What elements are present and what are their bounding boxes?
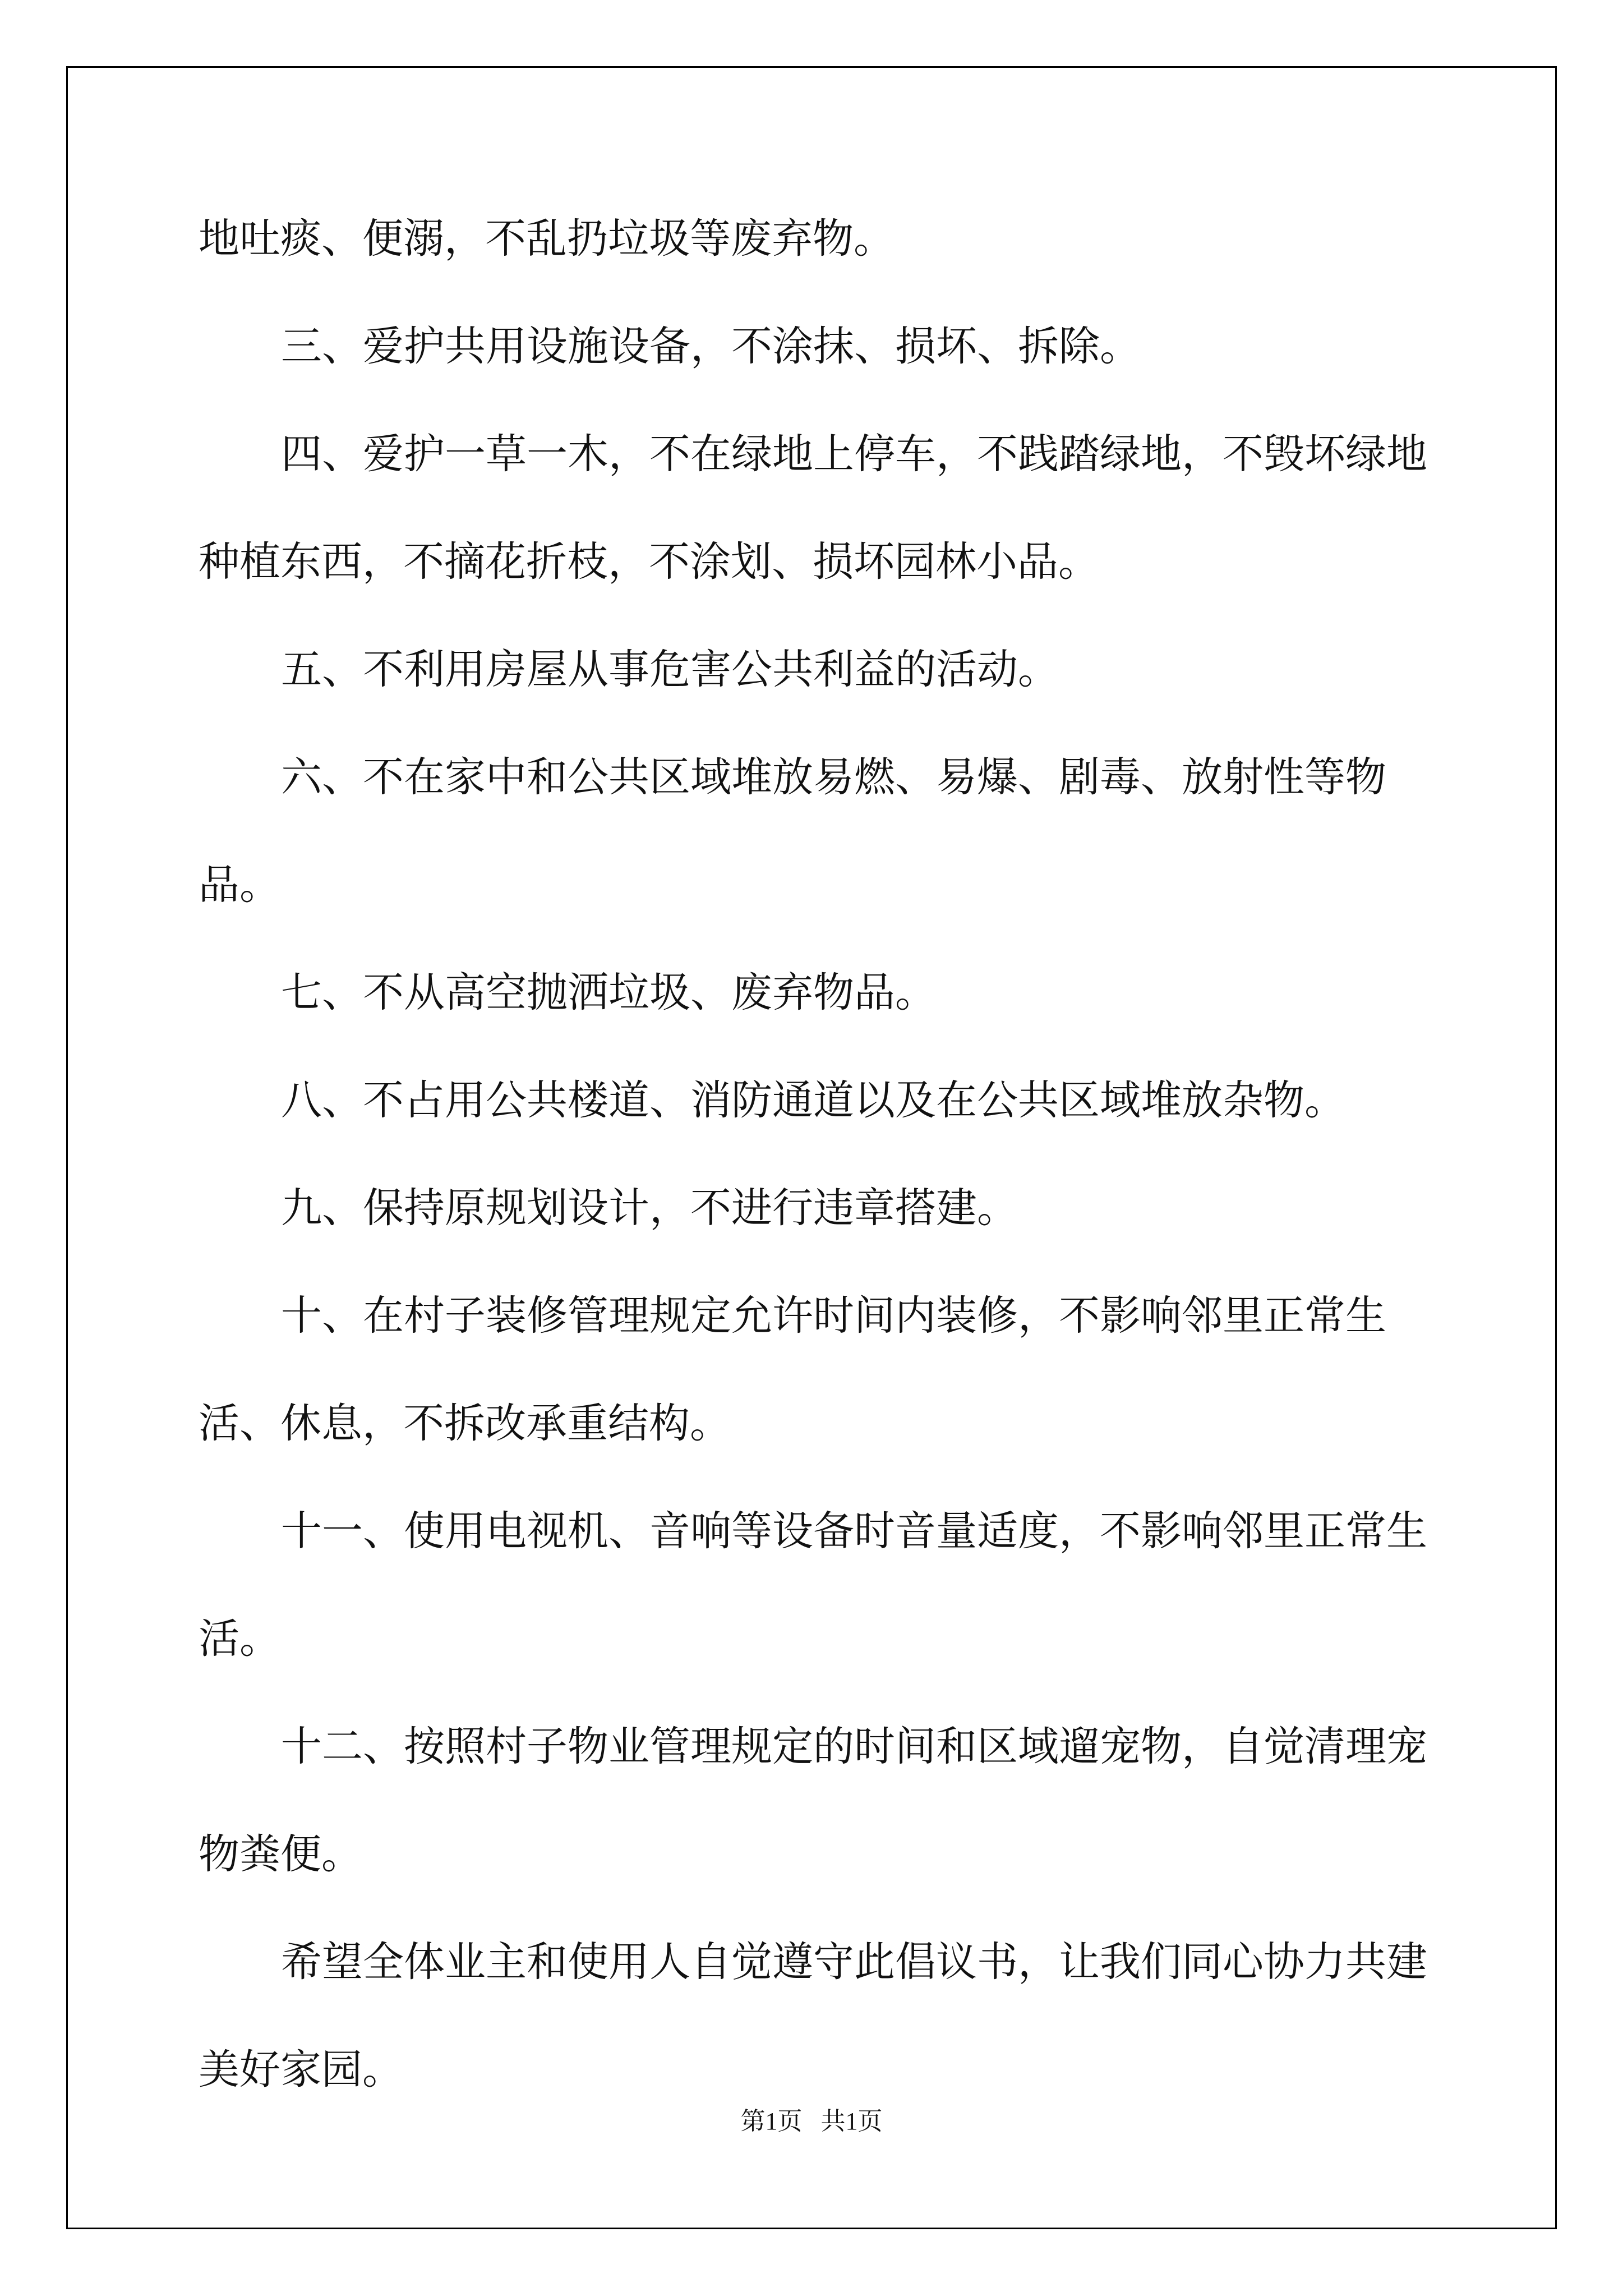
paragraph-3: 四、爱护一草一木，不在绿地上停车，不践踏绿地，不毁坏绿地种植东西，不摘花折枝，不涂划、损坏园林小品。 <box>199 430 1427 586</box>
document-body <box>199 185 1449 2124</box>
paragraph-5: 六、不在家中和公共区域堆放易燃、易爆、剧毒、放射性等物品。 <box>199 753 1386 909</box>
page-total: 共1页 <box>820 2108 883 2135</box>
page-number: 第1页 <box>740 2108 803 2135</box>
paragraph-12: 希望全体业主和使用人自觉遵守此倡议书，让我们同心协力共建美好家园。 <box>199 1938 1427 2093</box>
paragraph-2: 三、爱护共用设施设备，不涂抹、损坏、拆除。 <box>281 323 1141 370</box>
paragraph-4: 五、不利用房屋从事危害公共利益的活动。 <box>281 646 1059 693</box>
paragraph-10: 十一、使用电视机、音响等设备时音量适度，不影响邻里正常生活。 <box>199 1507 1427 1663</box>
footer-gap <box>803 2108 821 2135</box>
paragraph-8: 九、保持原规划设计，不进行违章搭建。 <box>281 1184 1018 1232</box>
page-footer <box>0 2101 1623 2137</box>
paragraph-11: 十二、按照村子物业管理规定的时间和区域遛宠物，自觉清理宠物粪便。 <box>199 1723 1427 1878</box>
paragraph-9: 十、在村子装修管理规定允许时间内装修，不影响邻里正常生活、休息，不拆改承重结构。 <box>199 1292 1386 1447</box>
paragraph-1: 地吐痰、便溺，不乱扔垃圾等废弃物。 <box>199 215 895 263</box>
paragraph-7: 八、不占用公共楼道、消防通道以及在公共区域堆放杂物。 <box>281 1076 1345 1124</box>
paragraph-6: 七、不从高空抛洒垃圾、废弃物品。 <box>281 969 936 1016</box>
